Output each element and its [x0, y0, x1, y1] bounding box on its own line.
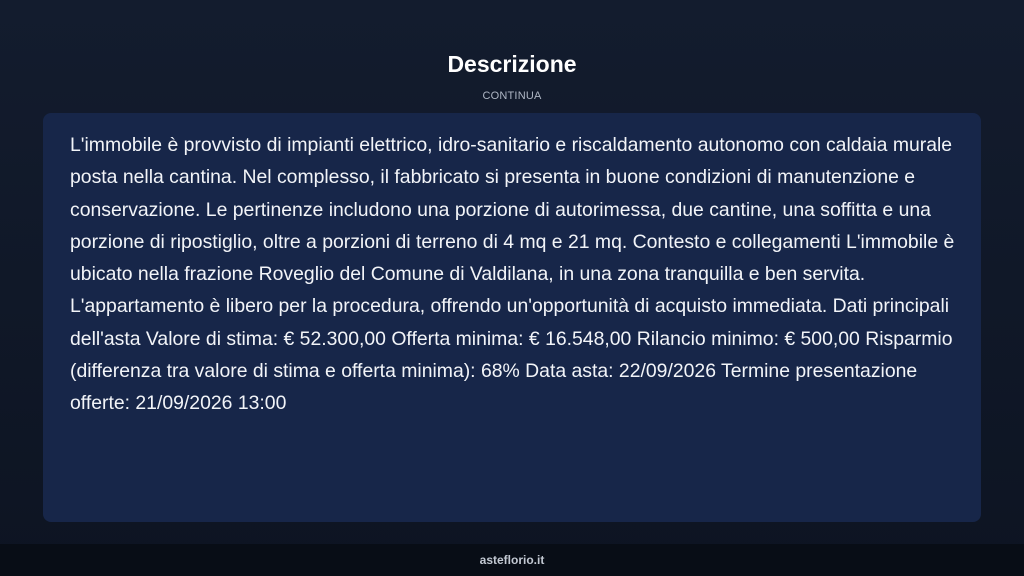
- footer-bar: [0, 544, 1024, 576]
- footer-site-link[interactable]: asteflorio.it: [479, 553, 545, 567]
- continue-label: CONTINUA: [482, 90, 542, 102]
- description-card: [43, 113, 981, 522]
- description-text: L'immobile è provvisto di impianti elettrico, idro-sanitario e riscaldamento autonomo con caldaia murale posta nella cantina. Nel complesso, il fabbricato si presenta in buone condizioni di manutenzione e conservazione. Le pertinenze includono una porzione di autorimessa, due cantine, una soffitta e una porzione di ripostiglio, oltre a porzioni di terreno di 4 mq e 21 mq. Contesto e collegamenti L'immobile è ubicato nella frazione Roveglio del Comune di Valdilana, in una zona tranquilla e ben servita. L'appartamento è libero per la procedura, offrendo un'opportunità di acquisto immediata. Dati principali dell'asta Valore di stima: € 52.300,00 Offerta minima: € 16.548,00 Rilancio minimo: € 500,00 Risparmio (differenza tra valore di stima e offerta minima): 68% Data asta: 22/09/2026 Termine presentazione offerte: 21/09/2026 13:00: [70, 134, 955, 415]
- page-title: Descrizione: [447, 51, 577, 77]
